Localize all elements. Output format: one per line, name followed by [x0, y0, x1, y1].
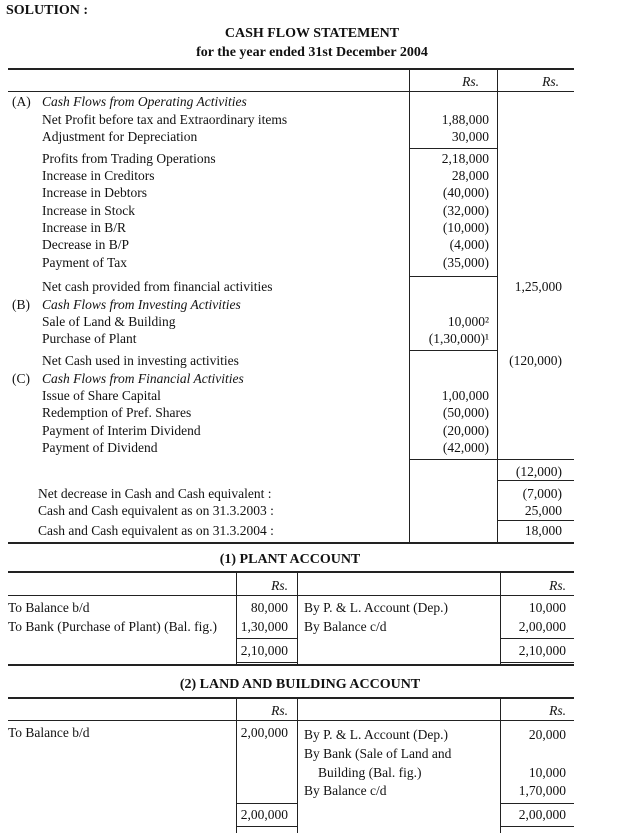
- cfs-row-value-1: (10,000): [442, 220, 489, 235]
- cfs-row-value-1: (32,000): [442, 203, 489, 218]
- land-right-1-amt: 20,000: [528, 727, 566, 742]
- cfs-row-value-1: (20,000): [442, 423, 489, 438]
- cfs-row-value-1: (50,000): [442, 405, 489, 420]
- cfs-row-text: Increase in Stock: [42, 203, 135, 218]
- cfs-row-label: (A): [12, 94, 31, 109]
- cfs-row-text: Payment of Interim Dividend: [42, 423, 201, 438]
- cfs-row-value-2: (120,000): [509, 353, 562, 368]
- plant-left-1-text: To Balance b/d: [8, 600, 90, 615]
- cfs-rule-sub1: [409, 148, 497, 149]
- land-left-1-text: To Balance b/d: [8, 725, 90, 740]
- cfs-row-text: Sale of Land & Building: [42, 314, 176, 329]
- plant-total-rule-left: [236, 638, 297, 639]
- cfs-row-value-1: (40,000): [442, 185, 489, 200]
- plant-title: (1) PLANT ACCOUNT: [219, 552, 361, 567]
- cfs-row-text: Cash Flows from Investing Activities: [42, 297, 241, 312]
- cfs-rule-sub6: [497, 480, 574, 481]
- plant-right-2-text: By Balance c/d: [304, 619, 387, 634]
- land-total-under-left: [236, 826, 297, 827]
- solution-heading: SOLUTION :: [6, 3, 89, 18]
- cfs-title: CASH FLOW STATEMENT: [224, 26, 400, 41]
- cfs-row-text: Increase in B/R: [42, 220, 126, 235]
- plant-header-rule: [8, 595, 574, 596]
- cfs-bottom-rule: [8, 542, 574, 544]
- land-total-right: 2,00,000: [518, 807, 566, 822]
- cfs-row-text: Cash and Cash equivalent as on 31.3.2004 :: [38, 523, 274, 538]
- cfs-row-text: Net cash provided from financial activities: [42, 279, 273, 294]
- cfs-rule-sub2: [409, 276, 497, 277]
- cfs-row-text: Decrease in B/P: [42, 237, 129, 252]
- cfs-row-value-2: 18,000: [524, 523, 562, 538]
- cfs-col1-header: Rs.: [462, 74, 479, 89]
- cfs-row-value-1: (4,000): [449, 237, 489, 252]
- cfs-row-value-1: 2,18,000: [441, 151, 489, 166]
- land-header-rule: [8, 720, 574, 721]
- land-right-1-text: By P. & L. Account (Dep.): [304, 727, 448, 742]
- land-right-2-text: By Bank (Sale of Land and: [304, 746, 452, 761]
- land-total-rule-left: [236, 803, 297, 804]
- cfs-row-value-1: (1,30,000)¹: [428, 331, 489, 346]
- cfs-row-value-1: (42,000): [442, 440, 489, 455]
- land-total-left: 2,00,000: [240, 807, 288, 822]
- land-total-under-right: [500, 826, 574, 827]
- land-top-rule: [8, 697, 574, 699]
- cfs-col2-header: Rs.: [542, 74, 559, 89]
- cfs-row-value-1: 1,00,000: [441, 388, 489, 403]
- plant-rs-left: Rs.: [271, 578, 288, 593]
- plant-bottom-rule: [8, 664, 574, 666]
- plant-total-rule-right: [500, 638, 574, 639]
- land-rs-left: Rs.: [271, 703, 288, 718]
- cfs-row-text: Profits from Trading Operations: [42, 151, 216, 166]
- cfs-header-rule: [8, 91, 574, 92]
- land-right-3-text: Building (Bal. fig.): [318, 765, 422, 780]
- cfs-row-label: (B): [12, 297, 30, 312]
- plant-right-1-text: By P. & L. Account (Dep.): [304, 600, 448, 615]
- land-left-1-amt: 2,00,000: [240, 725, 288, 740]
- plant-div-2: [297, 571, 298, 664]
- cfs-rule-sub4: [409, 459, 497, 460]
- cfs-row-value-1: 30,000: [451, 129, 489, 144]
- land-right-3-amt: 10,000: [528, 765, 566, 780]
- plant-left-2-amt: 1,30,000: [240, 619, 288, 634]
- plant-total-right: 2,10,000: [518, 643, 566, 658]
- land-rs-right: Rs.: [549, 703, 566, 718]
- plant-total-under-right: [500, 662, 574, 663]
- cfs-row-text: Increase in Debtors: [42, 185, 147, 200]
- cfs-row-text: Adjustment for Depreciation: [42, 129, 198, 144]
- cfs-row-text: Cash Flows from Operating Activities: [42, 94, 247, 109]
- cfs-row-text: Payment of Tax: [42, 255, 128, 270]
- cfs-row-text: Redemption of Pref. Shares: [42, 405, 192, 420]
- cfs-row-value-2: 25,000: [524, 503, 562, 518]
- cfs-row-value-1: 28,000: [451, 168, 489, 183]
- cfs-row-text: Cash and Cash equivalent as on 31.3.2003 :: [38, 503, 274, 518]
- cfs-row-text: Increase in Creditors: [42, 168, 155, 183]
- cfs-row-label: (C): [12, 371, 30, 386]
- cfs-row-text: Purchase of Plant: [42, 331, 137, 346]
- plant-top-rule: [8, 571, 574, 573]
- cfs-top-rule: [8, 68, 574, 70]
- land-title: (2) LAND AND BUILDING ACCOUNT: [179, 677, 421, 692]
- cfs-subtitle: for the year ended 31st December 2004: [196, 45, 428, 60]
- cfs-row-text: Net Profit before tax and Extraordinary items: [42, 112, 288, 127]
- plant-total-under-left: [236, 662, 297, 663]
- plant-right-1-amt: 10,000: [528, 600, 566, 615]
- cfs-row-value-1: 10,000²: [447, 314, 489, 329]
- cfs-row-text: Issue of Share Capital: [42, 388, 161, 403]
- cfs-row-value-2: (12,000): [515, 464, 562, 479]
- land-div-2: [297, 697, 298, 833]
- plant-rs-right: Rs.: [549, 578, 566, 593]
- cfs-row-value-2: 1,25,000: [514, 279, 562, 294]
- cfs-row-value-1: (35,000): [442, 255, 489, 270]
- cfs-row-text: Net decrease in Cash and Cash equivalent :: [38, 486, 272, 501]
- cfs-row-value-2: (7,000): [522, 486, 562, 501]
- plant-left-2-text: To Bank (Purchase of Plant) (Bal. fig.): [8, 619, 218, 634]
- plant-left-1-amt: 80,000: [250, 600, 288, 615]
- cfs-row-text: Payment of Dividend: [42, 440, 158, 455]
- land-right-4-amt: 1,70,000: [518, 783, 566, 798]
- land-right-4-text: By Balance c/d: [304, 783, 387, 798]
- plant-total-left: 2,10,000: [240, 643, 288, 658]
- cfs-rule-sub5: [497, 459, 574, 460]
- cfs-rule-sub7: [497, 520, 574, 521]
- land-total-rule-right: [500, 803, 574, 804]
- cfs-row-text: Cash Flows from Financial Activities: [42, 371, 244, 386]
- cfs-row-value-1: 1,88,000: [441, 112, 489, 127]
- cfs-rule-sub3: [409, 350, 497, 351]
- plant-right-2-amt: 2,00,000: [518, 619, 566, 634]
- cfs-row-text: Net Cash used in investing activities: [42, 353, 239, 368]
